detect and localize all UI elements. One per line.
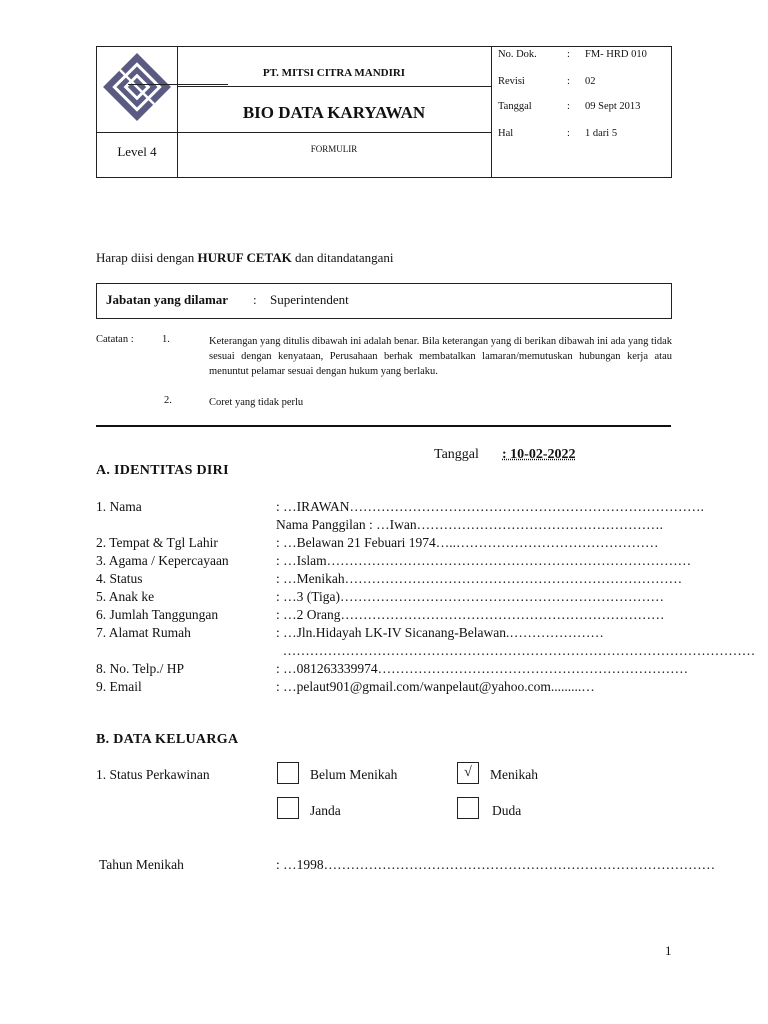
note-number: 1. xyxy=(162,334,170,345)
position-sep: : xyxy=(253,292,257,307)
header-divider xyxy=(177,86,491,87)
field-value: : …IRAWAN……………………………………………………………………. xyxy=(276,499,704,514)
field-label: 8. No. Telp./ HP xyxy=(96,661,185,676)
field-label: 7. Alamat Rumah xyxy=(96,625,191,640)
position-applied-box xyxy=(96,283,672,319)
field-value: : …Menikah………………………………………………………………… xyxy=(276,571,683,586)
field-value: : …081263339974…………………………………………………………… xyxy=(276,661,689,676)
document-level: Level 4 xyxy=(117,144,157,159)
marital-status-label: 1. Status Perkawinan xyxy=(96,767,210,782)
field-value: : …3 (Tiga)……………………………………………………………… xyxy=(276,589,665,604)
duda-checkbox[interactable] xyxy=(457,797,479,819)
field-label: 6. Jumlah Tanggungan xyxy=(96,607,219,622)
field-label: 5. Anak ke xyxy=(96,589,155,604)
company-name: PT. MITSI CITRA MANDIRI xyxy=(262,67,406,79)
meta-label: Revisi xyxy=(498,76,525,87)
meta-label: Tanggal xyxy=(498,101,532,112)
belum-menikah-checkbox[interactable] xyxy=(277,762,299,784)
field-label: 2. Tempat & Tgl Lahir xyxy=(96,535,218,550)
meta-value: 1 dari 5 xyxy=(585,128,618,139)
janda-checkbox[interactable] xyxy=(277,797,299,819)
section-a-title: A. IDENTITAS DIRI xyxy=(96,463,229,478)
field-label: 4. Status xyxy=(96,571,143,586)
meta-value: 02 xyxy=(585,76,596,87)
field-value: : …Islam……………………………………………………………………… xyxy=(276,553,692,568)
company-logo-icon xyxy=(103,51,171,123)
notes-label: Catatan : xyxy=(96,334,134,345)
section-b-title: B. DATA KELUARGA xyxy=(96,732,239,747)
title-underline xyxy=(128,84,228,85)
married-year-label: Tahun Menikah xyxy=(99,857,184,872)
field-label: 9. Email xyxy=(96,679,142,694)
field-value: : …pelaut901@gmail.com/wanpelaut@yahoo.com.........… xyxy=(276,679,595,694)
meta-label: Hal xyxy=(498,128,514,139)
field-label: 1. Nama xyxy=(96,499,142,514)
section-divider xyxy=(96,425,671,427)
field-value: : …Jln.Hidayah LK-IV Sicanang-Belawan.………………… xyxy=(276,625,604,640)
date-value: : 10-02-2022 xyxy=(502,447,576,462)
document-title: BIO DATA KARYAWAN xyxy=(242,103,426,122)
meta-sep: : xyxy=(567,101,570,112)
instruction-emphasis: HURUF CETAK xyxy=(197,250,292,265)
checkbox-label: Belum Menikah xyxy=(310,767,398,782)
meta-sep: : xyxy=(567,49,570,60)
meta-sep: : xyxy=(567,128,570,139)
note-text: Coret yang tidak perlu xyxy=(209,397,304,408)
note-text: Keterangan yang ditulis dibawah ini adalah benar. Bila keterangan yang di berikan dibawah ini ada yang tidak sesuai dengan kenyataan, Perusahaan berhak membatalkan lamaran/memutuskan hubungan kerja atau menuntut pelamar sesuai dengan hukum yang berlaku. xyxy=(209,336,672,377)
instruction-text: Harap diisi dengan xyxy=(96,250,198,265)
date-label: Tanggal xyxy=(434,447,479,462)
field-label: 3. Agama / Kepercayaan xyxy=(96,553,229,568)
checkbox-label: Janda xyxy=(310,803,341,818)
document-header xyxy=(96,46,672,178)
checkbox-label: Duda xyxy=(492,803,522,818)
position-label: Jabatan yang dilamar xyxy=(106,292,229,307)
field-value: …………………………………………………………………………………………… xyxy=(276,643,756,658)
header-divider xyxy=(97,132,491,133)
field-value: : …Belawan 21 Febuari 1974…..……………………………………… xyxy=(276,535,659,550)
meta-value: 09 Sept 2013 xyxy=(585,101,641,112)
married-year-value: : …1998…………………………………………………………………………… xyxy=(276,857,716,872)
meta-sep: : xyxy=(567,76,570,87)
checkbox-label: Menikah xyxy=(490,767,538,782)
position-value: Superintendent xyxy=(270,292,349,307)
field-value: : …2 Orang……………………………………………………………… xyxy=(276,607,665,622)
meta-value: FM- HRD 010 xyxy=(585,49,647,60)
page-number: 1 xyxy=(665,943,672,958)
instruction-text: dan ditandatangani xyxy=(291,250,394,265)
field-value: Nama Panggilan : …Iwan………………………………………………. xyxy=(276,517,663,532)
note-number: 2. xyxy=(164,395,172,406)
header-divider xyxy=(491,47,492,177)
menikah-checkbox[interactable]: √ xyxy=(457,762,479,784)
meta-label: No. Dok. xyxy=(498,49,537,60)
form-type: FORMULIR xyxy=(310,144,358,154)
fill-instruction xyxy=(96,250,394,266)
